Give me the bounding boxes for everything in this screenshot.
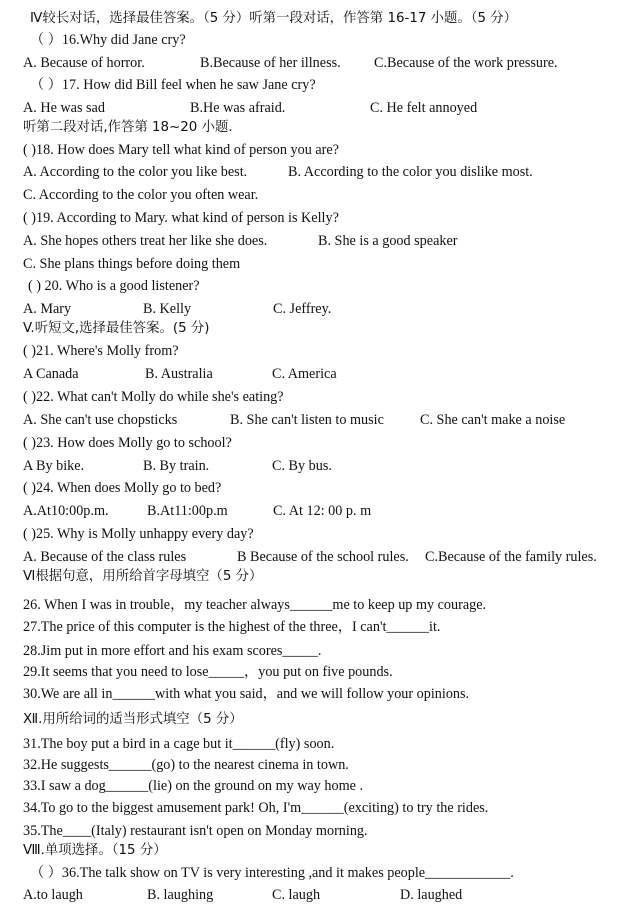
text-line	[0, 363, 644, 385]
text-line	[0, 52, 644, 74]
text-line	[0, 161, 644, 183]
text-line	[0, 455, 644, 477]
text-segment: C. At 12: 00 p. m	[273, 503, 372, 519]
text-line	[0, 840, 644, 862]
text-line	[0, 523, 644, 545]
text-segment: B.At11:00p.m	[147, 503, 228, 519]
text-line	[0, 661, 644, 683]
text-segment: ( ) 20. Who is a good listener?	[28, 278, 200, 294]
text-segment: 31.The boy put a bird in a cage but it______(fly) soon.	[23, 736, 335, 752]
text-line	[0, 298, 644, 320]
text-segment: A. According to the color you like best.	[23, 164, 248, 180]
text-line	[0, 97, 644, 119]
text-line	[0, 754, 644, 776]
text-segment: A.to laugh	[23, 887, 83, 903]
text-segment: C. She plans things before doing them	[23, 256, 241, 272]
text-segment: ( )25. Why is Molly unhappy every day?	[23, 526, 254, 542]
text-segment: C. He felt annoyed	[370, 100, 478, 116]
text-segment: A. Because of horror.	[23, 55, 145, 71]
text-segment: A. Mary	[23, 301, 72, 317]
text-segment: 听第二段对话,作答第 18~20 小题.	[23, 120, 233, 135]
text-segment: 28.Jim put in more effort and his exam scores_____.	[23, 643, 322, 659]
text-line	[0, 184, 644, 206]
text-line	[0, 500, 644, 522]
text-segment: B. She can't listen to music	[230, 412, 384, 428]
text-line	[0, 29, 644, 51]
text-segment: B. laughing	[147, 887, 214, 903]
text-segment: C.Because of the work pressure.	[374, 55, 558, 71]
text-line	[0, 117, 644, 139]
text-segment: 34.To go to the biggest amusement park! Oh, I'm______(exciting) to try the rides.	[23, 800, 489, 816]
text-segment: 30.We are all in______with what you said，and we will follow your opinions.	[23, 686, 470, 702]
text-segment: 29.It seems that you need to lose_____，you put on five pounds.	[23, 664, 393, 680]
text-segment: C. America	[272, 366, 337, 382]
text-line	[0, 477, 644, 499]
text-line	[0, 733, 644, 755]
text-segment: 32.He suggests______(go) to the nearest cinema in town.	[23, 757, 349, 773]
text-segment: Ⅳ较长对话，选择最佳答案。（5 分）听第一段对话，作答第 16-17 小题。（5 分）	[30, 11, 518, 26]
text-line	[0, 884, 644, 906]
text-segment: C. By bus.	[272, 458, 332, 474]
text-line	[0, 616, 644, 638]
text-segment: ( )21. Where's Molly from?	[23, 343, 179, 359]
text-line	[0, 820, 644, 842]
text-line	[0, 775, 644, 797]
text-segment: C. She can't make a noise	[420, 412, 566, 428]
text-line	[0, 566, 644, 588]
text-segment: ( )18. How does Mary tell what kind of person you are?	[23, 142, 339, 158]
text-segment: 26. When I was in trouble，my teacher always______me to keep up my courage.	[23, 597, 487, 613]
text-segment: B. She is a good speaker	[318, 233, 458, 249]
text-segment: A.At10:00p.m.	[23, 503, 109, 519]
text-line	[0, 432, 644, 454]
text-segment: B. Australia	[145, 366, 213, 382]
text-line	[0, 207, 644, 229]
text-segment: A. She hopes others treat her like she does.	[23, 233, 268, 249]
text-segment: C. laugh	[272, 887, 321, 903]
text-segment: （ ）17. How did Bill feel when he saw Jane cry?	[30, 77, 316, 93]
text-line	[0, 318, 644, 340]
text-segment: D. laughed	[400, 887, 463, 903]
text-line	[0, 546, 644, 568]
text-segment: C.Because of the family rules.	[425, 549, 597, 565]
text-line	[0, 230, 644, 252]
text-line	[0, 797, 644, 819]
text-segment: B. According to the color you dislike most.	[288, 164, 533, 180]
text-segment: Ⅷ.单项选择。（15 分）	[23, 843, 167, 858]
text-segment: A. Because of the class rules	[23, 549, 187, 565]
text-segment: A. She can't use chopsticks	[23, 412, 178, 428]
text-segment: B.He was afraid.	[190, 100, 286, 116]
text-line	[0, 139, 644, 161]
text-segment: 35.The____(Italy) restaurant isn't open on Monday morning.	[23, 823, 368, 839]
text-segment: B Because of the school rules.	[237, 549, 409, 565]
text-segment: Ⅵ根据句意，用所给首字母填空（5 分）	[23, 569, 263, 584]
text-line	[0, 386, 644, 408]
text-segment: B. By train.	[143, 458, 210, 474]
text-line	[0, 594, 644, 616]
text-line	[0, 862, 644, 884]
text-segment: C. According to the color you often wear.	[23, 187, 259, 203]
text-segment: ( )19. According to Mary. what kind of person is Kelly?	[23, 210, 339, 226]
text-segment: A. He was sad	[23, 100, 105, 116]
text-line	[0, 275, 644, 297]
text-segment: A By bike.	[23, 458, 85, 474]
text-line	[0, 8, 644, 30]
text-segment: （ ）16.Why did Jane cry?	[30, 32, 186, 48]
text-segment: 33.I saw a dog______(lie) on the ground on my way home .	[23, 778, 364, 794]
text-line	[0, 74, 644, 96]
text-segment: B.Because of her illness.	[200, 55, 341, 71]
text-segment: ( )22. What can't Molly do while she's eating?	[23, 389, 284, 405]
text-segment: Ⅻ.用所给词的适当形式填空（5 分）	[23, 712, 243, 727]
text-line	[0, 409, 644, 431]
text-segment: （ ）36.The talk show on TV is very interesting ,and it makes people____________.	[30, 865, 514, 881]
text-segment: 27.The price of this computer is the highest of the three，I can't______it.	[23, 619, 441, 635]
text-line	[0, 340, 644, 362]
text-segment: A Canada	[23, 366, 79, 382]
text-line	[0, 683, 644, 705]
text-line	[0, 253, 644, 275]
text-segment: ( )23. How does Molly go to school?	[23, 435, 232, 451]
text-line	[0, 640, 644, 662]
text-segment: V.听短文,选择最佳答案。(5 分)	[23, 321, 210, 336]
text-segment: ( )24. When does Molly go to bed?	[23, 480, 222, 496]
text-segment: B. Kelly	[143, 301, 192, 317]
text-segment: C. Jeffrey.	[273, 301, 332, 317]
text-line	[0, 709, 644, 731]
